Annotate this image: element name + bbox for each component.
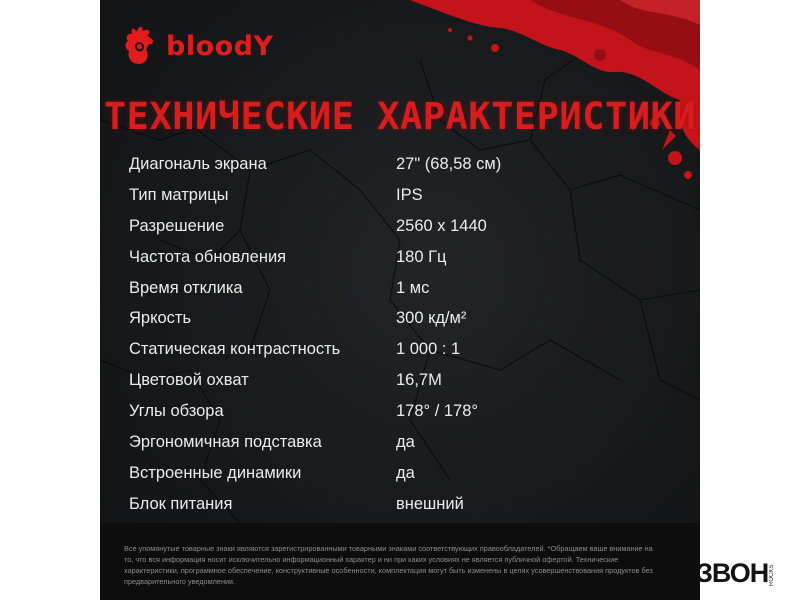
spec-value: 300 кд/м² [396,309,467,328]
spec-row [129,396,679,427]
bloody-hand-icon [122,26,160,66]
store-watermark [696,559,775,587]
spec-value: IPS [396,185,423,204]
brand-name: bloodY [166,30,274,62]
spec-row [129,242,679,273]
spec-label: Эргономичная подставка [129,432,322,451]
spec-value: 180 Гц [396,247,447,266]
spec-label: Частота обновления [129,247,287,266]
spec-row [129,273,679,304]
spec-label: Яркость [129,309,192,328]
spec-label: Время отклика [129,278,243,297]
spec-row [129,365,679,396]
spec-label: Разрешение [129,216,225,235]
spec-value: 16,7M [396,371,442,390]
spec-value: да [396,432,415,451]
footer-bar [100,523,700,600]
disclaimer-text: Все упомянутые товарные знаки являются зарегистрированными товарными знаками соответствующих правообладателей. *Обращаем ваше внимание на то, что вся информация носит исключительно информационный характер и ни при каких условиях не является публичной офертой. Технические характеристики, программное обеспечение, конструктивные особенности, комплектация могут быть изменены в целях усовершенствования продуктов без предварительного уведомления. [124,544,653,586]
spec-label: Цветовой охват [129,371,249,390]
spec-row [129,427,679,458]
spec-value: внешний [396,494,464,513]
spec-value: да [396,463,415,482]
spec-card [100,0,700,600]
spec-row [129,180,679,211]
spec-value: 2560 x 1440 [396,216,487,235]
watermark-sub: ROCKS [769,564,776,586]
spec-label: Диагональ экрана [129,154,267,173]
spec-table [129,149,679,520]
spec-row [129,334,679,365]
watermark-logo: ЗВОН [696,558,769,588]
spec-row [129,211,679,242]
spec-label: Встроенные динамики [129,463,302,482]
spec-value: 1 мс [396,278,430,297]
spec-label: Углы обзора [129,402,224,421]
spec-value: 1 000 : 1 [396,340,461,359]
spec-value: 178° / 178° [396,402,479,421]
page-title: ТЕХНИЧЕСКИЕ ХАРАКТЕРИСТИКИ [103,95,697,138]
spec-label: Блок питания [129,494,233,513]
spec-row [129,149,679,180]
spec-row [129,458,679,489]
spec-label: Тип матрицы [129,185,229,204]
spec-label: Статическая контрастность [129,340,341,359]
spec-row [129,303,679,334]
spec-row [129,489,679,520]
brand-logo [122,26,274,66]
spec-value: 27" (68,58 см) [396,154,502,173]
